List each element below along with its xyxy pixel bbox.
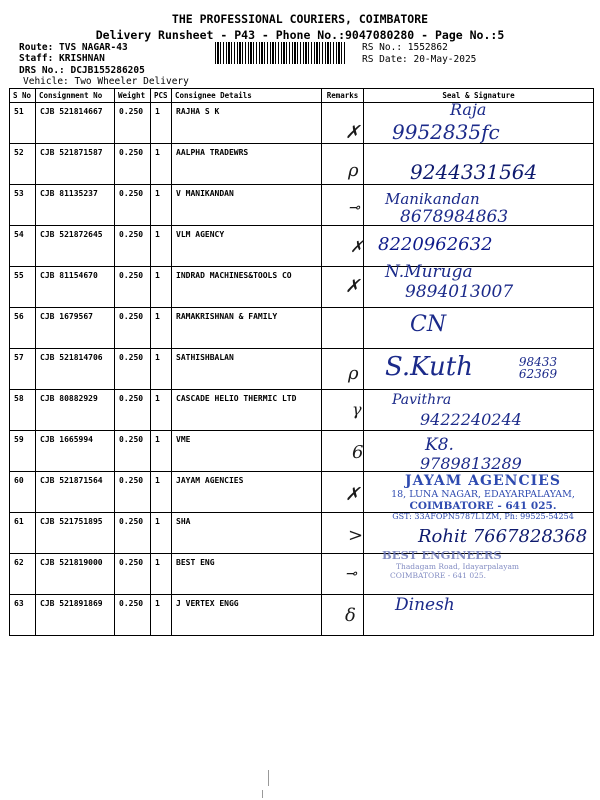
consignee-cell: RAMAKRISHNAN & FAMILY (172, 308, 322, 349)
handwritten-text: 8220962632 (378, 234, 493, 255)
scan-mark (268, 770, 269, 786)
drs-label: DRS No.: DCJB155286205 (19, 65, 145, 76)
col-sno: S No (10, 89, 36, 103)
rs-number: RS No.: 1552862 (362, 42, 448, 53)
pcs-cell: 1 (151, 267, 172, 308)
runsheet-subtitle: Delivery Runsheet - P43 - Phone No.:9047080280 - Page No.:5 (95, 28, 505, 42)
remarks-cell (322, 554, 364, 595)
stamp-city: COIMBATORE - 641 025. (390, 571, 487, 580)
weight-cell: 0.250 (115, 144, 151, 185)
handwritten-text: N.Muruga (385, 262, 473, 282)
handwritten-text: 9422240244 (420, 410, 522, 429)
sno-cell: 56 (10, 308, 36, 349)
consignment-cell: CJB 1665994 (36, 431, 115, 472)
handwritten-text: Raja (450, 100, 487, 119)
handwritten-text: CN (410, 312, 447, 337)
handwritten-text: S.Kuth (385, 352, 473, 382)
pcs-cell: 1 (151, 595, 172, 636)
sno-cell: 53 (10, 185, 36, 226)
consignee-cell: AALPHA TRADEWRS (172, 144, 322, 185)
pcs-cell: 1 (151, 185, 172, 226)
sno-cell: 63 (10, 595, 36, 636)
sno-cell: 62 (10, 554, 36, 595)
consignment-cell: CJB 81135237 (36, 185, 115, 226)
table-row (10, 349, 594, 390)
stamp-address: 18, LUNA NAGAR, EDAYARPALAYAM, (391, 489, 575, 500)
stamp-name: BEST ENGINEERS (382, 548, 502, 562)
weight-cell: 0.250 (115, 513, 151, 554)
stamp-address: Thadagam Road, Idayarpalayam (396, 562, 520, 571)
col-pcs: PCS (151, 89, 172, 103)
consignee-cell: V MANIKANDAN (172, 185, 322, 226)
consignment-cell: CJB 521872645 (36, 226, 115, 267)
sno-cell: 54 (10, 226, 36, 267)
remark-mark: ⊸ (345, 566, 357, 582)
consignee-cell: RAJHA S K (172, 103, 322, 144)
sno-cell: 58 (10, 390, 36, 431)
col-weight: Weight (115, 89, 151, 103)
consignment-cell: CJB 521871564 (36, 472, 115, 513)
weight-cell: 0.250 (115, 431, 151, 472)
consignment-cell: CJB 521891869 (36, 595, 115, 636)
handwritten-text: Rohit 7667828368 (418, 526, 588, 547)
remarks-cell (322, 595, 364, 636)
remark-mark: > (348, 525, 364, 546)
weight-cell: 0.250 (115, 472, 151, 513)
pcs-cell: 1 (151, 472, 172, 513)
consignee-cell: SHA (172, 513, 322, 554)
col-consignee: Consignee Details (172, 89, 322, 103)
sno-cell: 59 (10, 431, 36, 472)
sno-cell: 60 (10, 472, 36, 513)
pcs-cell: 1 (151, 431, 172, 472)
stamp-name: JAYAM AGENCIES (405, 473, 561, 489)
vehicle-label: Vehicle: Two Wheeler Delivery (23, 76, 189, 87)
signature-cell (364, 308, 594, 349)
handwritten-text: 98433 62369 (518, 355, 558, 381)
consignment-cell: CJB 521814706 (36, 349, 115, 390)
route-label: Route: TVS NAGAR-43 (19, 42, 128, 53)
remark-mark: 6 (352, 442, 364, 463)
pcs-cell: 1 (151, 513, 172, 554)
handwritten-text: Dinesh (395, 595, 455, 615)
pcs-cell: 1 (151, 554, 172, 595)
weight-cell: 0.250 (115, 267, 151, 308)
rs-date: RS Date: 20-May-2025 (362, 54, 477, 65)
remark-mark: ✗ (350, 237, 364, 256)
weight-cell: 0.250 (115, 595, 151, 636)
pcs-cell: 1 (151, 103, 172, 144)
col-consignment: Consignment No (36, 89, 115, 103)
handwritten-text: Pavithra (392, 392, 452, 408)
handwritten-text: K8. (425, 435, 454, 455)
company-title: THE PROFESSIONAL COURIERS, COIMBATORE (171, 12, 429, 26)
consignment-cell: CJB 521819000 (36, 554, 115, 595)
table-row (10, 226, 594, 267)
stamp-city: COIMBATORE - 641 025. (409, 500, 557, 512)
consignment-cell: CJB 521871587 (36, 144, 115, 185)
col-remarks: Remarks (322, 89, 364, 103)
pcs-cell: 1 (151, 308, 172, 349)
consignment-cell: CJB 1679567 (36, 308, 115, 349)
remark-mark: γ (352, 400, 362, 419)
consignment-cell: CJB 80882929 (36, 390, 115, 431)
consignment-cell: CJB 521814667 (36, 103, 115, 144)
table-header-row (10, 89, 594, 103)
remark-mark: ⊸ (348, 200, 360, 216)
remark-mark: ρ (348, 160, 359, 181)
best-engineers-stamp (382, 548, 519, 580)
scan-mark (262, 790, 263, 798)
weight-cell: 0.250 (115, 185, 151, 226)
handwritten-text: 9789813289 (420, 454, 522, 473)
consignee-cell: CASCADE HELIO THERMIC LTD (172, 390, 322, 431)
weight-cell: 0.250 (115, 390, 151, 431)
weight-cell: 0.250 (115, 308, 151, 349)
table-row (10, 595, 594, 636)
weight-cell: 0.250 (115, 103, 151, 144)
weight-cell: 0.250 (115, 349, 151, 390)
consignee-cell: INDRAD MACHINES&TOOLS CO (172, 267, 322, 308)
weight-cell: 0.250 (115, 554, 151, 595)
consignee-cell: VME (172, 431, 322, 472)
col-signature: Seal & Signature (364, 89, 594, 103)
handwritten-text: 8678984863 (400, 207, 509, 227)
consignee-cell: JAYAM AGENCIES (172, 472, 322, 513)
consignee-cell: VLM AGENCY (172, 226, 322, 267)
remark-mark: δ (345, 605, 356, 626)
staff-label: Staff: KRISHNAN (19, 53, 105, 64)
consignee-cell: J VERTEX ENGG (172, 595, 322, 636)
remark-mark: ✗ (345, 122, 361, 143)
handwritten-text: 9952835fc (392, 120, 500, 144)
remarks-cell (322, 308, 364, 349)
consignment-cell: CJB 81154670 (36, 267, 115, 308)
stamp-gst: GST: 33AFOPN5787L1ZM, Ph: 99525-54254 (392, 512, 574, 521)
pcs-cell: 1 (151, 390, 172, 431)
sno-cell: 57 (10, 349, 36, 390)
sno-cell: 61 (10, 513, 36, 554)
handwritten-text: Manikandan (385, 190, 480, 208)
consignee-cell: BEST ENG (172, 554, 322, 595)
sno-cell: 55 (10, 267, 36, 308)
sno-cell: 52 (10, 144, 36, 185)
consignment-cell: CJB 521751895 (36, 513, 115, 554)
handwritten-text: 9244331564 (410, 160, 538, 184)
table-row (10, 308, 594, 349)
sno-cell: 51 (10, 103, 36, 144)
remark-mark: ✗ (345, 276, 361, 297)
weight-cell: 0.250 (115, 226, 151, 267)
consignee-cell: SATHISHBALAN (172, 349, 322, 390)
handwritten-text: 9894013007 (405, 282, 514, 302)
pcs-cell: 1 (151, 349, 172, 390)
table-row (10, 103, 594, 144)
remark-mark: ✗ (345, 484, 361, 505)
remark-mark: ρ (348, 363, 359, 384)
jayam-agencies-stamp (378, 473, 588, 521)
barcode (215, 42, 345, 64)
pcs-cell: 1 (151, 144, 172, 185)
pcs-cell: 1 (151, 226, 172, 267)
